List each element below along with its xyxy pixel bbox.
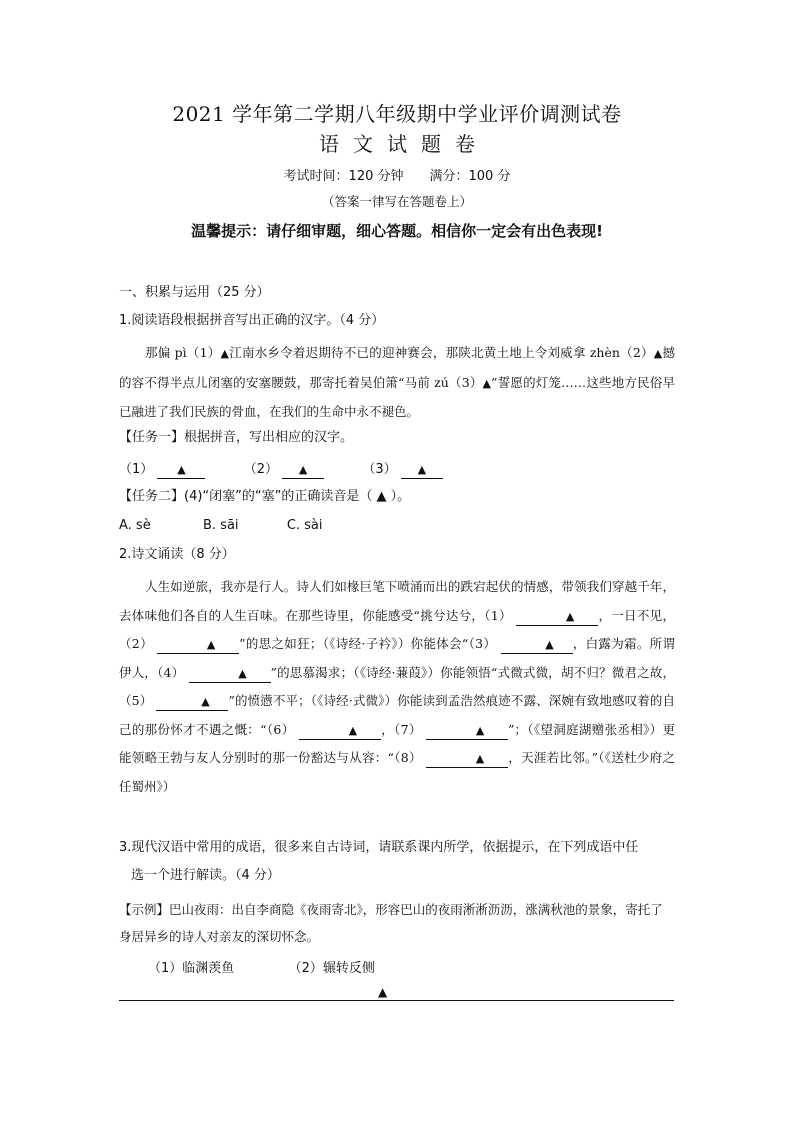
blank-marker: ▲ — [565, 609, 575, 623]
q1-stem: 1.阅读语段根据拼音写出正确的汉字。（4 分） — [119, 313, 385, 328]
blank-marker: ▲ — [206, 638, 216, 651]
blank-marker: ▲ — [475, 723, 485, 737]
answer-blank-2[interactable] — [282, 462, 324, 479]
passage-text: 江南水乡令着迟期待不已的迎神赛会，那陕北黄土地上令刘威拿 zhèn（2） — [229, 345, 654, 360]
exam-title: 2021 学年第二学期八年级期中学业评价调测试卷 — [172, 102, 622, 126]
blank-marker: ▲ — [238, 666, 247, 680]
passage-text: ”；（《望洞庭湖赠张丞相》）更能领略王勃与友人分别时的那一份豁达与从容：“（8） — [119, 721, 675, 765]
passage-text: ，天涯若比邻。”（《送杜少府之任蜀州》） — [119, 750, 675, 794]
answer-line[interactable] — [119, 1000, 674, 1001]
blank-marker: ▲ — [653, 347, 663, 360]
poem-blank-8[interactable] — [426, 750, 508, 768]
blank-marker: ▲ — [177, 463, 186, 476]
q1-passage — [119, 339, 675, 427]
blank-marker: ▲ — [417, 463, 427, 476]
warm-tip: 温馨提示：请仔细审题，细心答题。相信你一定会有出色表现! — [191, 222, 603, 240]
q2-passage — [119, 573, 675, 801]
choice-1: （1）临渊羡鱼 — [148, 961, 235, 976]
exam-subtitle: 语文试题卷 — [319, 132, 489, 156]
passage-text: 人生如逆旅，我亦是行人。诗人们如椽巨笔下喷涌而出的跌宕起伏的情感，带领我们穿越千年，去体味他们各自的人生百味。在那些诗里，你能感受“挑兮达兮，（1） — [119, 579, 675, 623]
blank-label-2: （2） — [243, 462, 278, 477]
q2-stem: 2.诗文诵读（8 分） — [119, 547, 235, 562]
q3-stem-line2: 选一个进行解读。（4 分） — [131, 868, 280, 883]
q3-stem-line1: 3.现代汉语中常用的成语，很多来自古诗词，请联系课内所学，依据提示，在下列成语中任 — [119, 840, 639, 855]
passage-text: ，一日不见，（2） — [119, 607, 675, 651]
poem-blank-7[interactable] — [426, 722, 508, 740]
blank-marker: ▲ — [545, 638, 554, 651]
exam-info: 考试时间：120 分钟 满分：100 分 — [283, 169, 511, 184]
answer-blank-1[interactable] — [157, 462, 205, 479]
task1-blanks — [119, 458, 443, 479]
passage-text: ”誓愿的灯笼……这些地方民俗早已融进了我们民族的骨血，在我们的生命中永不褪色。 — [119, 374, 675, 419]
q3-choices — [148, 957, 375, 976]
passage-text: ”的思慕渴求；（《诗经·蒹葭》）你能领悟“式微式微，胡不归？微君之故，（5） — [119, 664, 676, 708]
passage-text: 那偏 pì（1） — [145, 345, 221, 360]
passage-text: ”的思之如狂；（《诗经·子衿》）你能体会“（3） — [239, 636, 497, 651]
poem-blank-3[interactable] — [501, 636, 573, 654]
task2-options — [119, 518, 323, 533]
q3-example: 【示例】巴山夜雨：出自李商隐《夜雨寄北》，形容巴山的夜雨淅淅沥沥，涨满秋池的景象，寄托了身居异乡的诗人对亲友的深切怀念。 — [119, 902, 663, 944]
blank-marker: ▲ — [348, 723, 358, 737]
poem-blank-2[interactable] — [157, 636, 239, 654]
blank-marker: ▲ — [298, 463, 308, 476]
poem-blank-5[interactable] — [156, 693, 228, 711]
option-a: A. sè — [119, 518, 151, 533]
blank-marker: ▲ — [220, 347, 230, 360]
passage-text: ，（7） — [380, 721, 422, 737]
task2-label: 【任务二】(4)“闭塞”的“塞”的正确读音是（ ▲ ）。 — [119, 489, 411, 504]
passage-text: ，白露为霜。所谓伊人，（4） — [119, 636, 675, 680]
answer-marker: ▲ — [378, 985, 388, 999]
task1-label: 【任务一】根据拼音，写出相应的汉字。 — [119, 430, 354, 445]
section1-heading: 一、积累与运用（25 分） — [119, 285, 270, 300]
passage-text: ”的愤懑不平；（《诗经·式微》）你能读到孟浩然痕迹不露、深婉有致地感叹着的自己的那份怀才不遇之慨：“（6） — [119, 693, 675, 737]
answer-blank-3[interactable] — [401, 462, 443, 479]
option-c: C. sài — [286, 518, 323, 533]
blank-marker: ▲ — [482, 376, 492, 390]
passage-text: 撼的容不得半点儿闭塞的安塞腰鼓，那寄托着吴伯箫“马前 zú（3） — [119, 345, 676, 390]
blank-label-1: （1） — [119, 462, 154, 477]
option-b: B. sāi — [202, 518, 239, 533]
poem-blank-6[interactable] — [299, 722, 381, 740]
blank-marker: ▲ — [475, 752, 485, 765]
answer-note: （答案一律写在答题卷上） — [321, 194, 472, 209]
blank-marker: ▲ — [201, 695, 210, 708]
poem-blank-1[interactable] — [516, 608, 598, 626]
choice-2: （2）辗转反侧 — [288, 961, 375, 976]
blank-label-3: （3） — [362, 462, 397, 477]
poem-blank-4[interactable] — [189, 665, 271, 683]
